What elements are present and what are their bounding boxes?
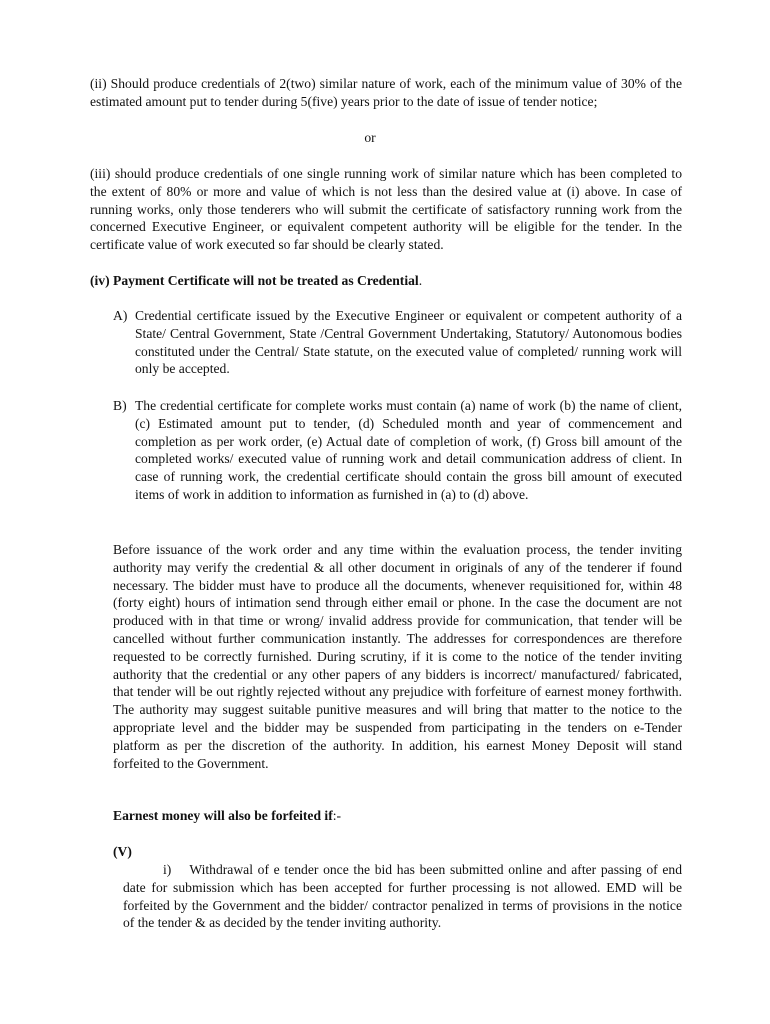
heading-v [113, 843, 173, 861]
or-separator: or [364, 130, 376, 145]
list-item-a-text: Credential certificate issued by the Executive Engineer or equivalent or competent authority of a State/ Central Government, State /Central Government Undertaking, Statutory/ Autonomous bodies constituted under the Central/ State statute, on the executed value of completed/ running work will only be accepted. [135, 308, 682, 377]
list-item-v-i: i) Withdrawal of e tender once the bid has been submitted online and after passing of end date for submission which has been accepted for further processing is not allowed. EMD will be forfeited by the Government and the bidder/ contractor penalized in terms of provisions in the notice of the tender & as decided by the tender inviting authority. [123, 862, 682, 931]
heading-iv-bold: (iv) Payment Certificate will not be treated as Credential [90, 273, 419, 288]
list-item-b-text: The credential certificate for complete works must contain (a) name of work (b) the name of client, (c) Estimated amount put to tender, (d) Scheduled month and year of commencement and completion as per work order, (e) Actual date of completion of work, (f) Gross bill amount of the completed works/ executed value of running work and detail communication address of client. In case of running work, the credential certificate should contain the gross bill amount of executed items of work in addition to information as furnished in (a) to (d) above. [135, 398, 682, 502]
heading-iv [90, 272, 682, 290]
paragraph-before-issuance: Before issuance of the work order and any time within the evaluation process, the tender inviting authority may verify the credential & all other document in originals of any of the tenderer if found necessary. The bidder must have to produce all the documents, whenever requisitioned for, within 48 (forty eight) hours of intimation send through either email or phone. In the case the document are not produced with in that time or wrong/ invalid address provide for communication, that tender will be cancelled without further communication instantly. The addresses for correspondences are therefore requested to be correctly furnished. During scrutiny, if it is come to the notice of the tender inviting authority that the credential or any other papers of any bidders is incorrect/ manufactured/ fabricated, that tender will be out rightly rejected without any prejudice with forfeiture of earnest money forthwith. The authority may suggest suitable punitive measures and will bring that matter to the notice to the appropriate level and the bidder may be suspended from participating in the tenders on e-Tender platform as per the discretion of the authority. In addition, his earnest Money Deposit will stand forfeited to the Government. [113, 542, 682, 771]
list-item-a-label: A) [113, 308, 128, 323]
heading-earnest-bold: Earnest money will also be forfeited if [113, 808, 333, 823]
heading-iv-suffix: . [418, 273, 423, 288]
list-item-b-label: B) [113, 398, 127, 413]
heading-earnest-suffix: :- [332, 808, 342, 823]
paragraph-iii: (iii) should produce credentials of one single running work of similar nature which has been completed to the extent of 80% or more and value of which is not less than the desired value at (i) above. In case of running works, only those tenderers who will submit the certificate of satisfactory running work from the concerned Executive Engineer, or equivalent competent authority will be eligible for the tender. In the certificate value of work executed so far should be clearly stated. [90, 166, 682, 253]
heading-v-bold: (V) [113, 844, 132, 859]
paragraph-ii: (ii) Should produce credentials of 2(two) similar nature of work, each of the minimum value of 30% of the estimated amount put to tender during 5(five) years prior to the date of issue of tender notice; [90, 76, 682, 109]
heading-earnest-money [113, 807, 682, 825]
